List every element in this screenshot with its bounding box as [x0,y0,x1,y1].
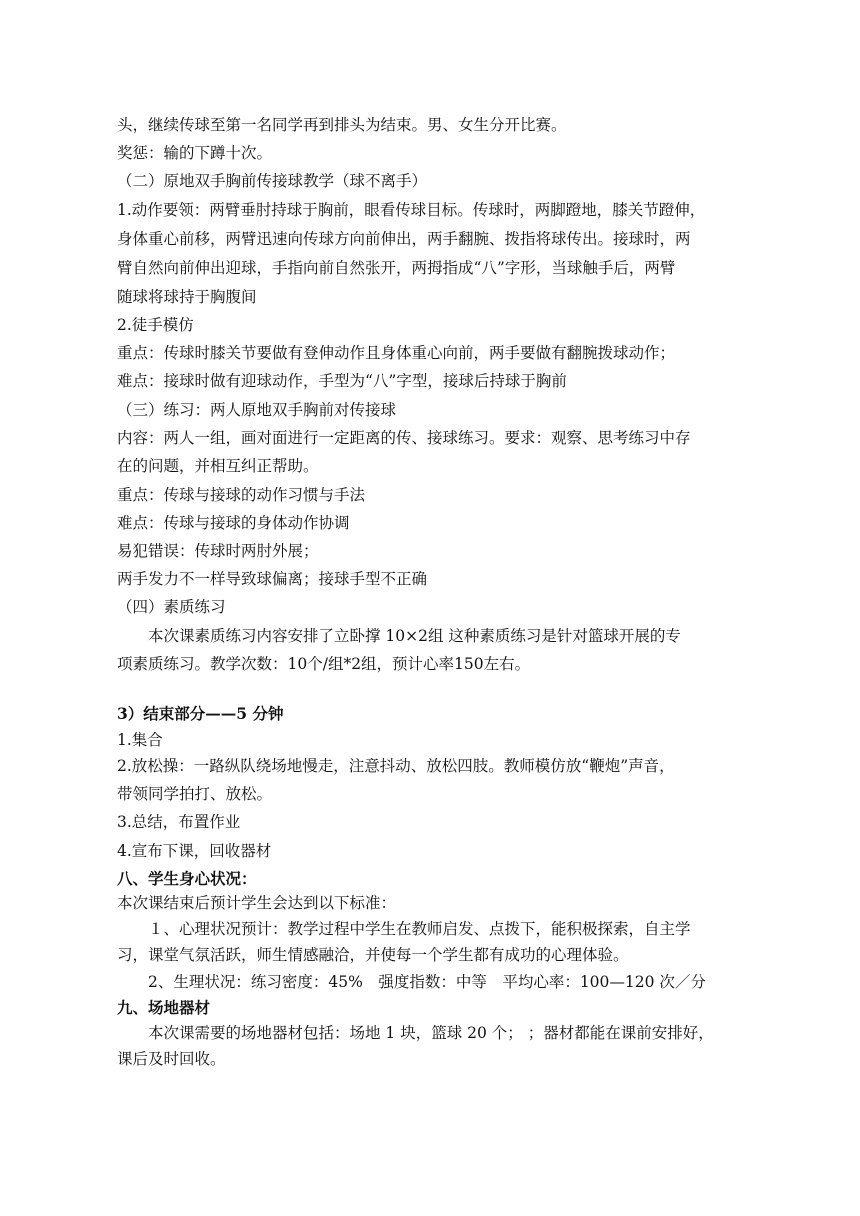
text-line: 本次课结束后预计学生会达到以下标准： [117,894,397,912]
section-heading: 3）结束部分——5 分钟 [117,704,284,723]
text-line: 带领同学拍打、放松。 [117,785,273,803]
text-line: 难点：接球时做有迎球动作，手型为“八”字型，接球后持球于胸前 [117,372,567,390]
text-line: 重点：传球与接球的动作习惯与手法 [117,486,366,504]
text-line: １、心理状况预计：教学过程中学生在教师启发、点拨下，能积极探索，自主学 [148,920,691,938]
text-line: 头，继续传球至第一名同学再到排头为结束。男、女生分开比赛。 [117,116,567,134]
text-line: 习，课堂气氛活跃，师生情感融洽，并使每一个学生都有成功的心理体验。 [117,946,629,964]
section-heading: 九、场地器材 [117,998,211,1017]
text-line: 1.动作要领：两臂垂肘持球于胸前，眼看传球目标。传球时，两脚蹬地，膝关节蹬伸， [117,201,706,219]
section-heading: （四）素质练习 [117,598,226,616]
text-line: 身体重心前移，两臂迅速向传球方向前伸出，两手翻腕、拨指将球传出。接球时，两 [117,230,691,248]
text-line: 两手发力不一样导致球偏离；接球手型不正确 [117,570,428,588]
text-line: 本次课需要的场地器材包括：场地 1 块，篮球 20 个； ；器材都能在课前安排好， [148,1024,714,1042]
section-heading: 八、学生身心状况： [117,869,257,888]
text-line: 奖惩：输的下蹲十次。 [117,144,273,162]
section-heading: （二）原地双手胸前传接球教学（球不离手） [117,172,428,190]
text-line: 2、生理状况：练习密度：45% 强度指数：中等 平均心率：100—120 次／分 [148,973,706,991]
text-line: 本次课素质练习内容安排了立卧撑 10×2组 这种素质练习是针对篮球开展的专 [148,627,681,645]
text-line: 臂自然向前伸出迎球，手指向前自然张开，两拇指成“八”字形，当球触手后，两臂 [117,259,676,277]
text-line: 内容：两人一组，画对面进行一定距离的传、接球练习。要求：观察、思考练习中存 [117,429,691,447]
text-line: 4.宣布下课，回收器材 [117,842,272,860]
text-line: 重点：传球时膝关节要做有登伸动作且身体重心向前，两手要做有翻腕拨球动作； [117,344,676,362]
text-line: 2.放松操：一路纵队绕场地慢走，注意抖动、放松四肢。教师模仿放“鞭炮”声音， [117,757,675,775]
section-heading: （三）练习：两人原地双手胸前对传接球 [117,401,397,419]
text-line: 易犯错误：传球时两肘外展； [117,542,319,560]
text-line: 随球将球持于胸腹间 [117,288,257,306]
text-line: 2.徒手模仿 [117,316,194,334]
text-line: 课后及时回收。 [117,1050,226,1068]
text-line: 3.总结，布置作业 [117,813,241,831]
text-line: 项素质练习。教学次数：10个/组*2组，预计心率150左右。 [117,655,531,673]
text-line: 难点：传球与接球的身体动作协调 [117,514,350,532]
text-line: 在的问题，并相互纠正帮助。 [117,457,319,475]
text-line: 1.集合 [117,731,163,749]
